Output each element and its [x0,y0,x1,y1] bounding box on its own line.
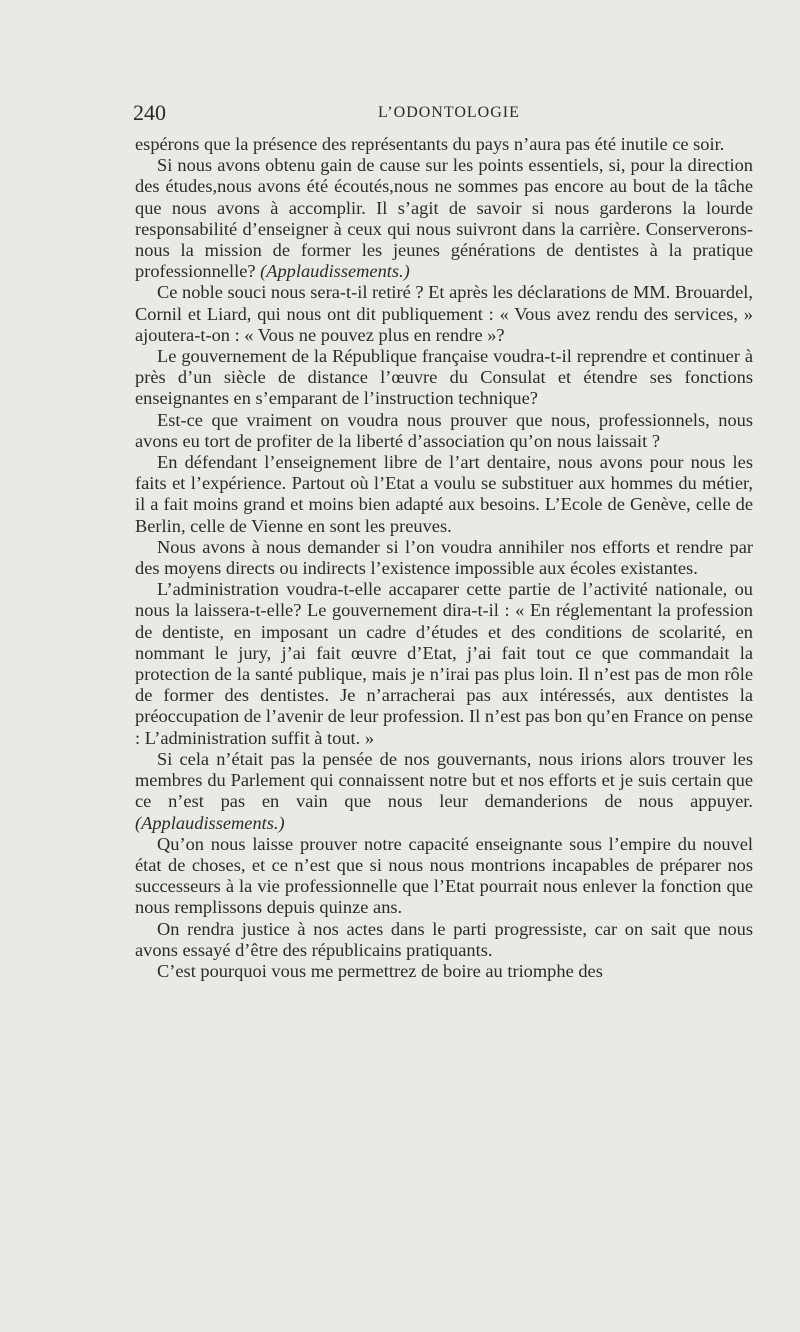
paragraph: Qu’on nous laisse prouver notre capacité enseignante sous l’empire du nouvel état de choses, et ce n’est que si nous nous montrions incapables de préparer nos successeurs à la vie professionnelle que l’Etat pourrait nous enlever la fonction que nous remplissons depuis quinze ans. [135,833,753,918]
paragraph: L’administration voudra-t-elle accaparer cette partie de l’activité nationale, ou nous la laissera-t-elle? Le gouvernement dira-t-il : « En réglementant la profession de dentiste, en imposant un cadre d’études et des conditions de scolarité, en nommant le jury, j’ai fait œuvre d’Etat, j’ai fait tout ce que commandait la protection de la santé publique, mais je n’irai pas plus loin. Il n’est pas de mon rôle de former des dentistes. Je n’arracherai pas aux intéressés, aux dentistes la préoccupation de l’avenir de leur profession. Il n’est pas bon qu’en France on pense : L’administration suffit à tout. » [135,579,753,748]
paragraph: Si nous avons obtenu gain de cause sur les points essentiels, si, pour la direction des études,nous avons été écoutés,nous ne sommes pas encore au bout de la tâche que nous avons à accomplir. Il s’agit de savoir si nous garderons la lourde responsabilité d’enseigner à ceux qui nous suivront dans la carrière. Conserverons-nous la mission de former les jeunes générations de dentistes à la pratique professionnelle? (Applaudissements.) [135,155,753,282]
page-number: 240 [133,100,166,125]
body-text [135,134,753,982]
paragraph: C’est pourquoi vous me permettrez de boire au triomphe des [157,960,603,981]
applause-note: (Applaudissements.) [260,261,410,282]
paragraph: Le gouvernement de la République française voudra-t-il reprendre et continuer à près d’un siècle de distance l’œuvre du Consulat et étendre ses fonctions enseignantes en s’emparant de l’instruction technique? [135,346,753,409]
paragraph: Ce noble souci nous sera-t-il retiré ? Et après les déclarations de MM. Brouardel, Cornil et Liard, qui nous ont dit publiquement : « Vous avez rendu des services, » ajoutera-t-on : « Vous ne pouvez plus en rendre »? [135,282,753,345]
paragraph: En défendant l’enseignement libre de l’art dentaire, nous avons pour nous les faits et l’expérience. Partout où l’Etat a voulu se substituer aux hommes du métier, il a fait moins grand et moins bien adapté aux besoins. L’Ecole de Genève, celle de Berlin, celle de Vienne en sont les preuves. [135,452,753,536]
running-title: L’ODONTOLOGIE [378,104,520,121]
paragraph: espérons que la présence des représentants du pays n’aura pas été inutile ce soir. [135,134,725,154]
applause-note: (Applaudissements.) [135,812,285,833]
paragraph: Si cela n’était pas la pensée de nos gouvernants, nous irions alors trouver les membres du Parlement qui connaissent notre but et nos efforts et je suis certain que ce n’est pas en vain que nous leur demanderions de nous appuyer. (Applaudissements.) [135,748,753,833]
paragraph: Est-ce que vraiment on voudra nous prouver que nous, professionnels, nous avons eu tort de profiter de la liberté d’association qu’on nous laissait ? [135,409,753,451]
paragraph: Nous avons à nous demander si l’on voudra annihiler nos efforts et rendre par des moyens directs ou indirects l’existence impossible aux écoles existantes. [135,536,753,579]
page-header [133,100,753,130]
paragraph: On rendra justice à nos actes dans le parti progressiste, car on sait que nous avons essayé d’être des républicains pratiquants. [135,918,753,960]
